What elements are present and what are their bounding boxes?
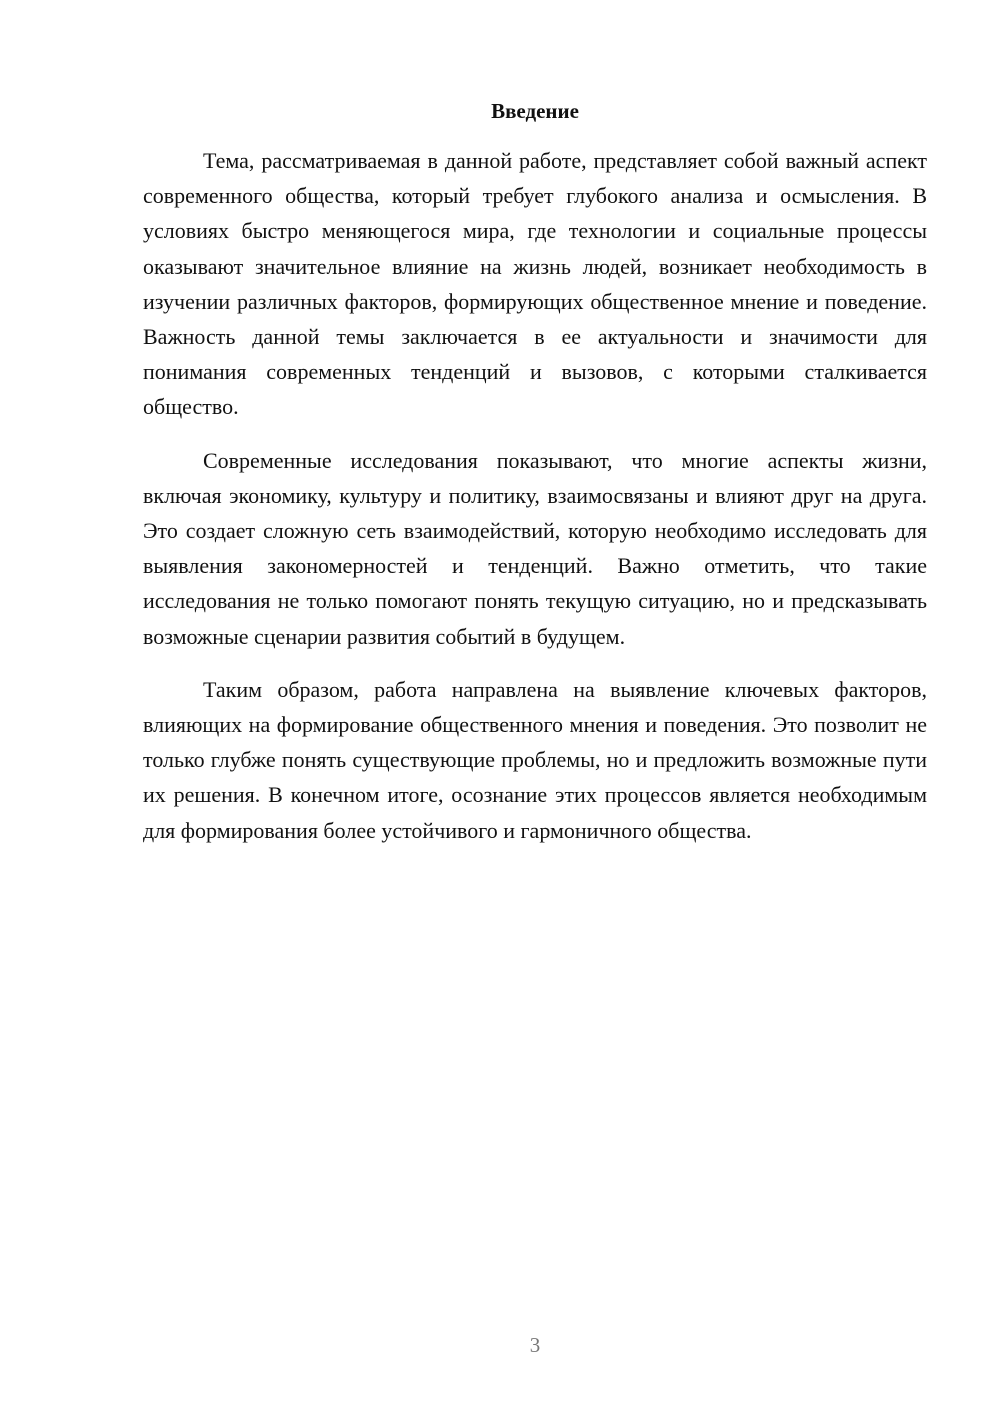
paragraph-3: Таким образом, работа направлена на выявление ключевых факторов, влияющих на формирование общественного мнения и поведения. Это позволит не только глубже понять существующие проблемы, но и предложить возможные пути их решения. В конечном итоге, осознание этих процессов является необходимым для формирования более устойчивого и гармоничного общества. xyxy=(143,676,927,843)
document-body xyxy=(143,143,927,866)
page-title: Введение xyxy=(491,99,579,123)
paragraph-1: Тема, рассматриваемая в данной работе, представляет собой важный аспект современного общества, который требует глубокого анализа и осмысления. В условиях быстро меняющегося мира, где технологии и социальные процессы оказывают значительное влияние на жизнь людей, возникает необходимость в изучении различных факторов, формирующих общественное мнение и поведение. Важность данной темы заключается в ее актуальности и значимости для понимания современных тенденций и вызовов, с которыми сталкивается общество. xyxy=(143,148,927,420)
page-number: 3 xyxy=(529,1333,541,1357)
paragraph-2: Современные исследования показывают, что многие аспекты жизни, включая экономику, культуру и политику, взаимосвязаны и влияют друг на друга. Это создает сложную сеть взаимодействий, которую необходимо исследовать для выявления закономерностей и тенденций. Важно отметить, что такие исследования не только помогают понять текущую ситуацию, но и предсказывать возможные сценарии развития событий в будущем. xyxy=(143,447,927,649)
